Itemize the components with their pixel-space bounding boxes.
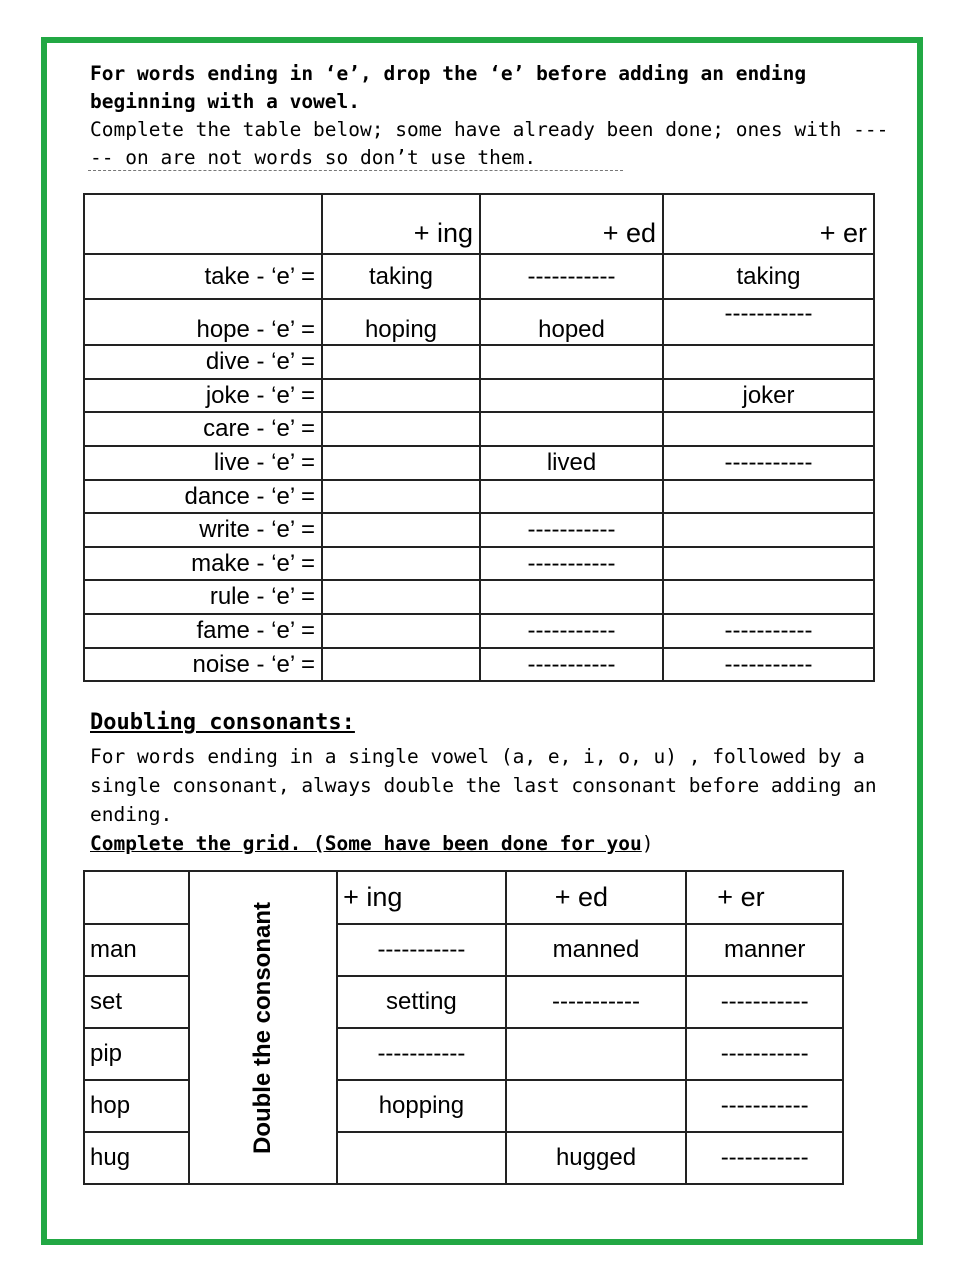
task-line	[90, 829, 880, 858]
header-cell	[84, 871, 189, 924]
ed-cell[interactable]: -----------	[480, 513, 663, 547]
doubling-rule-text: For words ending in a single vowel (a, e, i, o, u) , followed by a single consonant, always double the last consonant before adding an ending.	[90, 745, 877, 826]
ed-cell[interactable]: -----------	[480, 648, 663, 681]
table-row	[84, 547, 874, 580]
ing-cell[interactable]: -----------	[337, 924, 506, 976]
word-cell: hope - ‘e’ =	[84, 299, 322, 345]
er-cell[interactable]: manner	[686, 924, 843, 976]
er-cell[interactable]: -----------	[686, 976, 843, 1028]
word-cell: pip	[84, 1028, 189, 1080]
word-cell: dive - ‘e’ =	[84, 345, 322, 379]
word-cell: hug	[84, 1132, 189, 1184]
header-ing: + ing	[337, 871, 506, 924]
er-cell[interactable]: -----------	[686, 1028, 843, 1080]
ing-cell[interactable]	[322, 614, 480, 648]
ing-cell[interactable]	[322, 648, 480, 681]
task-end: )	[641, 832, 654, 855]
er-cell[interactable]	[663, 345, 874, 379]
word-cell: write - ‘e’ =	[84, 513, 322, 547]
ing-cell[interactable]	[322, 412, 480, 446]
instruction-text: Complete the table below; some have already been done; ones with ----- on are not words so don’t use them.	[90, 118, 889, 169]
er-cell[interactable]	[663, 580, 874, 614]
ing-cell[interactable]	[322, 446, 480, 480]
header-ing: + ing	[322, 194, 480, 254]
word-cell: set	[84, 976, 189, 1028]
section-title: Doubling consonants:	[90, 710, 355, 735]
ing-cell[interactable]: hoping	[322, 299, 480, 345]
table-row	[84, 446, 874, 480]
word-cell: joke - ‘e’ =	[84, 379, 322, 412]
er-cell[interactable]: -----------	[686, 1080, 843, 1132]
er-cell[interactable]: -----------	[663, 648, 874, 681]
rule-text: For words ending in ‘e’, drop the ‘e’ before adding an ending beginning with a vowel.	[90, 62, 807, 113]
ing-cell[interactable]: taking	[322, 254, 480, 299]
ed-cell[interactable]: -----------	[480, 614, 663, 648]
table-row	[84, 412, 874, 446]
doubling-table	[83, 870, 844, 1185]
word-cell: care - ‘e’ =	[84, 412, 322, 446]
ed-cell[interactable]: manned	[506, 924, 687, 976]
ed-cell[interactable]	[506, 1028, 687, 1080]
section-text	[90, 742, 880, 858]
table-row	[84, 379, 874, 412]
ing-cell[interactable]	[322, 513, 480, 547]
er-cell[interactable]: -----------	[686, 1132, 843, 1184]
table-row	[84, 648, 874, 681]
er-cell[interactable]	[663, 513, 874, 547]
table-row	[84, 345, 874, 379]
intro-text	[90, 60, 890, 172]
ing-cell[interactable]	[322, 345, 480, 379]
word-cell: rule - ‘e’ =	[84, 580, 322, 614]
table-row	[84, 299, 874, 345]
drop-e-table	[83, 193, 875, 682]
table-row	[84, 480, 874, 513]
ed-cell[interactable]	[480, 412, 663, 446]
table-header-row	[84, 194, 874, 254]
header-er: + er	[663, 194, 874, 254]
ed-cell[interactable]	[480, 580, 663, 614]
ed-cell[interactable]: -----------	[480, 547, 663, 580]
word-cell: fame - ‘e’ =	[84, 614, 322, 648]
ed-cell[interactable]: -----------	[480, 254, 663, 299]
word-cell: dance - ‘e’ =	[84, 480, 322, 513]
er-cell[interactable]: -----------	[663, 614, 874, 648]
double-consonant-label	[189, 871, 337, 1184]
ed-cell[interactable]	[506, 1080, 687, 1132]
ing-cell[interactable]	[337, 1132, 506, 1184]
er-cell[interactable]: joker	[663, 379, 874, 412]
ed-cell[interactable]: hugged	[506, 1132, 687, 1184]
header-er: + er	[686, 871, 843, 924]
word-cell: noise - ‘e’ =	[84, 648, 322, 681]
word-cell: man	[84, 924, 189, 976]
ing-cell[interactable]	[322, 480, 480, 513]
er-cell[interactable]: -----------	[663, 299, 874, 345]
table-header-row	[84, 871, 843, 924]
ing-cell[interactable]: setting	[337, 976, 506, 1028]
ing-cell[interactable]	[322, 547, 480, 580]
word-cell: make - ‘e’ =	[84, 547, 322, 580]
er-cell[interactable]: taking	[663, 254, 874, 299]
table-row	[84, 254, 874, 299]
word-cell: hop	[84, 1080, 189, 1132]
ing-cell[interactable]: -----------	[337, 1028, 506, 1080]
ed-cell[interactable]	[480, 345, 663, 379]
task-text: Complete the grid. (Some have been done for you	[90, 832, 642, 855]
vertical-label-text: Double the consonant	[248, 901, 276, 1154]
ing-cell[interactable]: hopping	[337, 1080, 506, 1132]
header-ed: + ed	[480, 194, 663, 254]
ed-cell[interactable]	[480, 379, 663, 412]
header-cell	[84, 194, 322, 254]
header-ed: + ed	[506, 871, 687, 924]
word-cell: live - ‘e’ =	[84, 446, 322, 480]
table-row	[84, 614, 874, 648]
er-cell[interactable]	[663, 480, 874, 513]
ed-cell[interactable]: -----------	[506, 976, 687, 1028]
ed-cell[interactable]: hoped	[480, 299, 663, 345]
ed-cell[interactable]	[480, 480, 663, 513]
er-cell[interactable]: -----------	[663, 446, 874, 480]
ed-cell[interactable]: lived	[480, 446, 663, 480]
table-row	[84, 580, 874, 614]
ing-cell[interactable]	[322, 379, 480, 412]
dashed-divider	[88, 170, 623, 171]
table-row	[84, 513, 874, 547]
er-cell[interactable]	[663, 412, 874, 446]
ing-cell[interactable]	[322, 580, 480, 614]
er-cell[interactable]	[663, 547, 874, 580]
word-cell: take - ‘e’ =	[84, 254, 322, 299]
